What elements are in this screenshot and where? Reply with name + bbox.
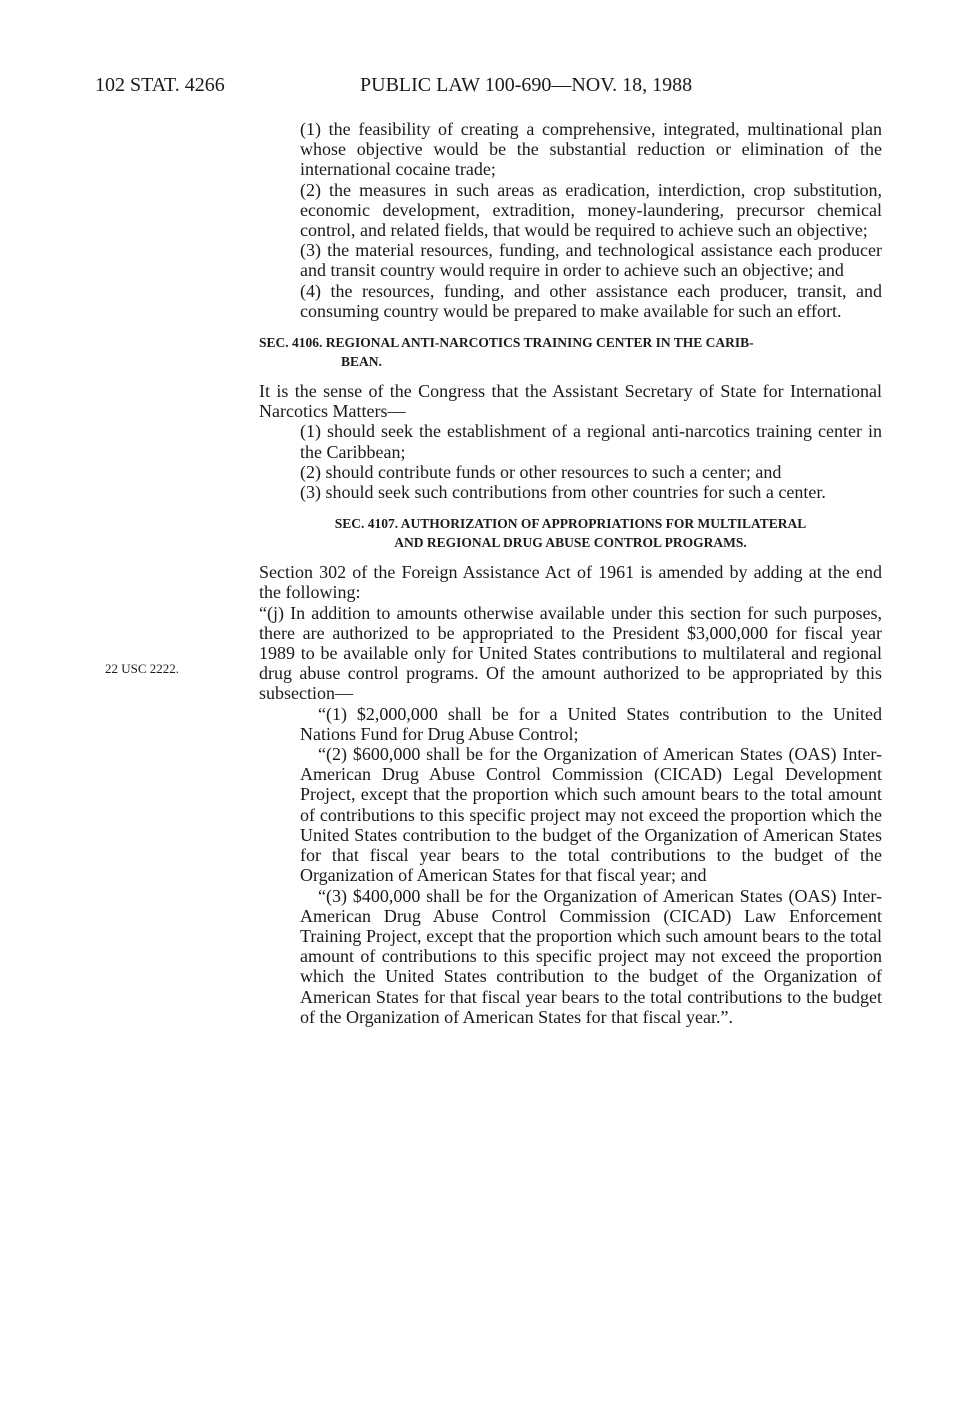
list-item: (1) the feasibility of creating a comprehensive, integrated, multinational plan whose objective would be the substantial reduction or elimination of the international cocaine trade; <box>300 119 882 180</box>
public-law-title: PUBLIC LAW 100-690—NOV. 18, 1988 <box>360 74 693 96</box>
list-item: (1) should seek the establishment of a regional anti-narcotics training center in the Caribbean; <box>300 421 882 462</box>
section-heading-line: AND REGIONAL DRUG ABUSE CONTROL PROGRAMS. <box>394 535 747 551</box>
page-header <box>95 70 815 100</box>
statute-page-number: 102 STAT. 4266 <box>95 74 225 96</box>
list-item: (3) the material resources, funding, and technological assistance each producer and transit country would require in order to achieve such an objective; and <box>300 240 882 281</box>
list-item: “(3) $400,000 shall be for the Organization of American States (OAS) Inter-American Drug Abuse Control Commission (CICAD) Law Enforcement Training Project, except that the proportion which such amount bears to the total amount of contributions to this specific project may not exceed the proportion which the United States contribution to the budget of the Organization of American States for that fiscal year bears to the total contributions to the budget of the Organization of American States for that fiscal year.”. <box>300 885 882 1027</box>
list-item: (2) the measures in such areas as eradication, interdiction, crop substitution, economic development, extradition, money-laundering, precursor chemical control, and related fields, that would be required to achieve such an objective; <box>300 179 882 241</box>
list-item: “(1) $2,000,000 shall be for a United States contribution to the United Nations Fund for Drug Abuse Control; <box>300 703 882 744</box>
section-4107-heading <box>259 514 882 552</box>
section-intro: Section 302 of the Foreign Assistance Act of 1961 is amended by adding at the end the following: <box>259 562 882 603</box>
section-heading-line: SEC. 4107. AUTHORIZATION OF APPROPRIATIONS FOR MULTILATERAL <box>334 516 807 532</box>
list-item: (4) the resources, funding, and other assistance each producer, transit, and consuming country would be prepared to make available for such an effort. <box>300 280 882 321</box>
usc-margin-note: 22 USC 2222. <box>105 661 180 676</box>
section-4106-heading <box>259 333 882 371</box>
section-heading-line: SEC. 4106. REGIONAL ANTI-NARCOTICS TRAINING CENTER IN THE CARIB- <box>259 335 754 351</box>
list-item: (3) should seek such contributions from other countries for such a center. <box>300 482 826 503</box>
list-item: (2) should contribute funds or other resources to such a center; and <box>300 461 782 482</box>
subsection-j: “(j) In addition to amounts otherwise available under this section for such purposes, there are authorized to be appropriated to the President $3,000,000 for fiscal year 1989 to be available only for United States contributions to multilateral and regional drug abuse control programs. Of the amount authorized to be appropriated by this subsection— <box>259 602 882 704</box>
section-heading-line: BEAN. <box>341 354 382 370</box>
section-intro: It is the sense of the Congress that the Assistant Secretary of State for International Narcotics Matters— <box>259 381 882 422</box>
document-body <box>259 119 882 1027</box>
list-item: “(2) $600,000 shall be for the Organization of American States (OAS) Inter-American Drug Abuse Control Commission (CICAD) Legal Development Project, except that the proportion which such amount bears to the total amount of contributions to this specific project may not exceed the proportion which the United States contribution to the budget of the Organization of American States for that fiscal year bears to the total contributions to the budget of the Organization of American States for that fiscal year; and <box>300 744 882 886</box>
